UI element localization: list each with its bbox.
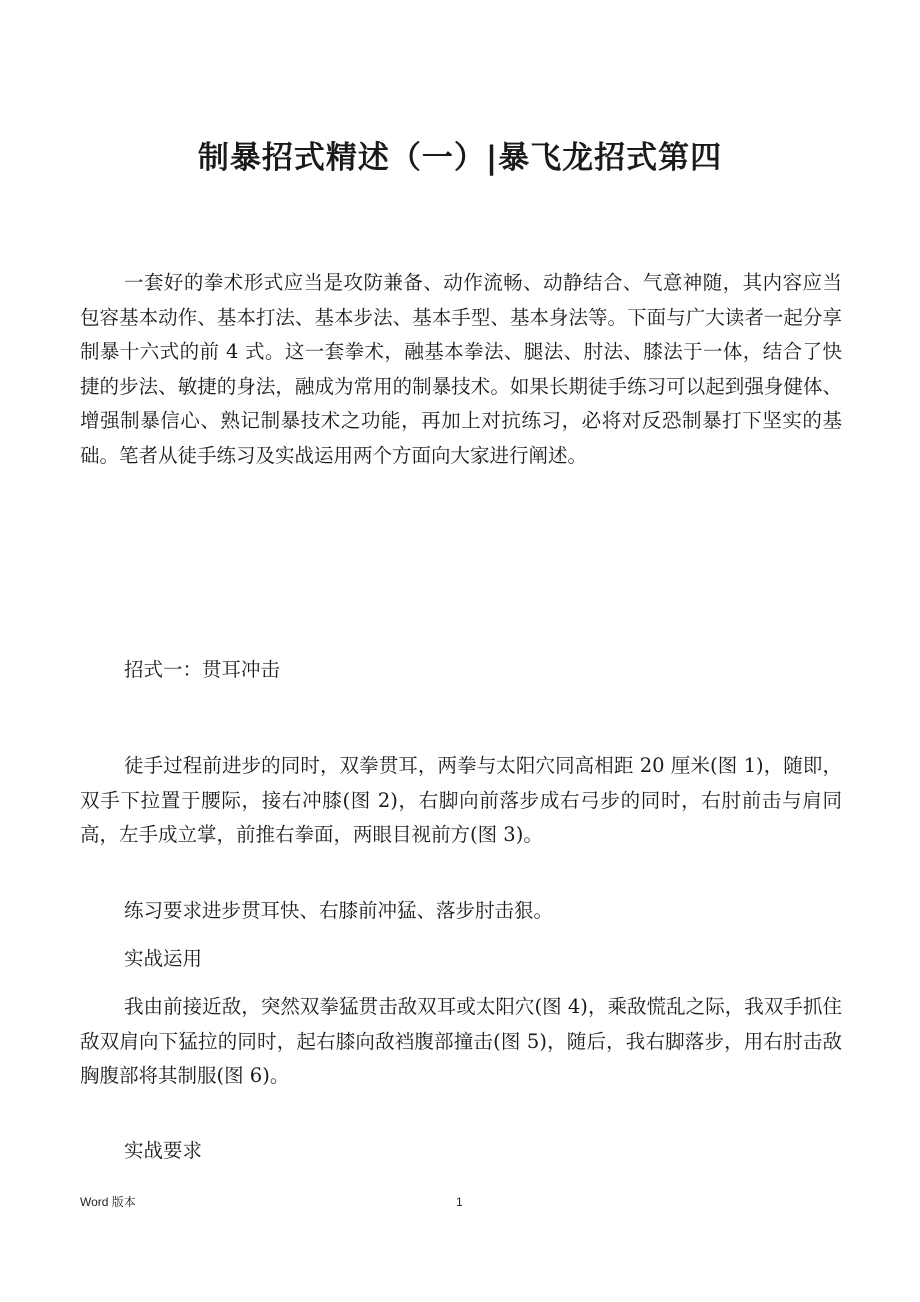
page-number: 1 xyxy=(456,1195,463,1209)
practice-requirements: 练习要求进步贯耳快、右膝前冲猛、落步肘击狠。 xyxy=(124,899,554,922)
combat-paragraph: 我由前接近敌，突然双拳猛贯击敌双耳或太阳穴(图 4)，乘敌慌乱之际，我双手抓住敌双肩向下猛拉的同时，起右膝向敌裆腹部撞击(图 5)，随后，我右脚落步，用右肘击敌胸腹部将其制服(图 6)。 xyxy=(80,995,842,1087)
document-title: 制暴招式精述（一）|暴飞龙招式第四 xyxy=(197,140,723,176)
practice-paragraph: 徒手过程前进步的同时，双拳贯耳，两拳与太阳穴同高相距 20 厘米(图 1)，随即，双手下拉置于腰际，接右冲膝(图 2)，右脚向前落步成右弓步的同时，右肘前击与肩同高，左手成立掌，前推右拳面，两眼目视前方(图 3)。 xyxy=(80,754,842,846)
intro-paragraph: 一套好的拳术形式应当是攻防兼备、动作流畅、动静结合、气意神随，其内容应当包容基本动作、基本打法、基本步法、基本手型、基本身法等。下面与广大读者一起分享制暴十六式的前 4 式。这一套拳术，融基本拳法、腿法、肘法、膝法于一体，结合了快捷的步法、敏捷的身法，融成为常用的制暴技术。如果长期徒手练习可以起到强身健体、增强制暴信心、熟记制暴技术之功能，再加上对抗练习，必将对反恐制暴打下坚实的基础。笔者从徒手练习及实战运用两个方面向大家进行阐述。 xyxy=(80,271,842,467)
section-heading: 招式一：贯耳冲击 xyxy=(124,658,281,681)
footer-left-label: Word 版本 xyxy=(80,1195,136,1209)
combat-requirements-heading: 实战要求 xyxy=(124,1139,203,1162)
combat-heading: 实战运用 xyxy=(124,947,203,970)
